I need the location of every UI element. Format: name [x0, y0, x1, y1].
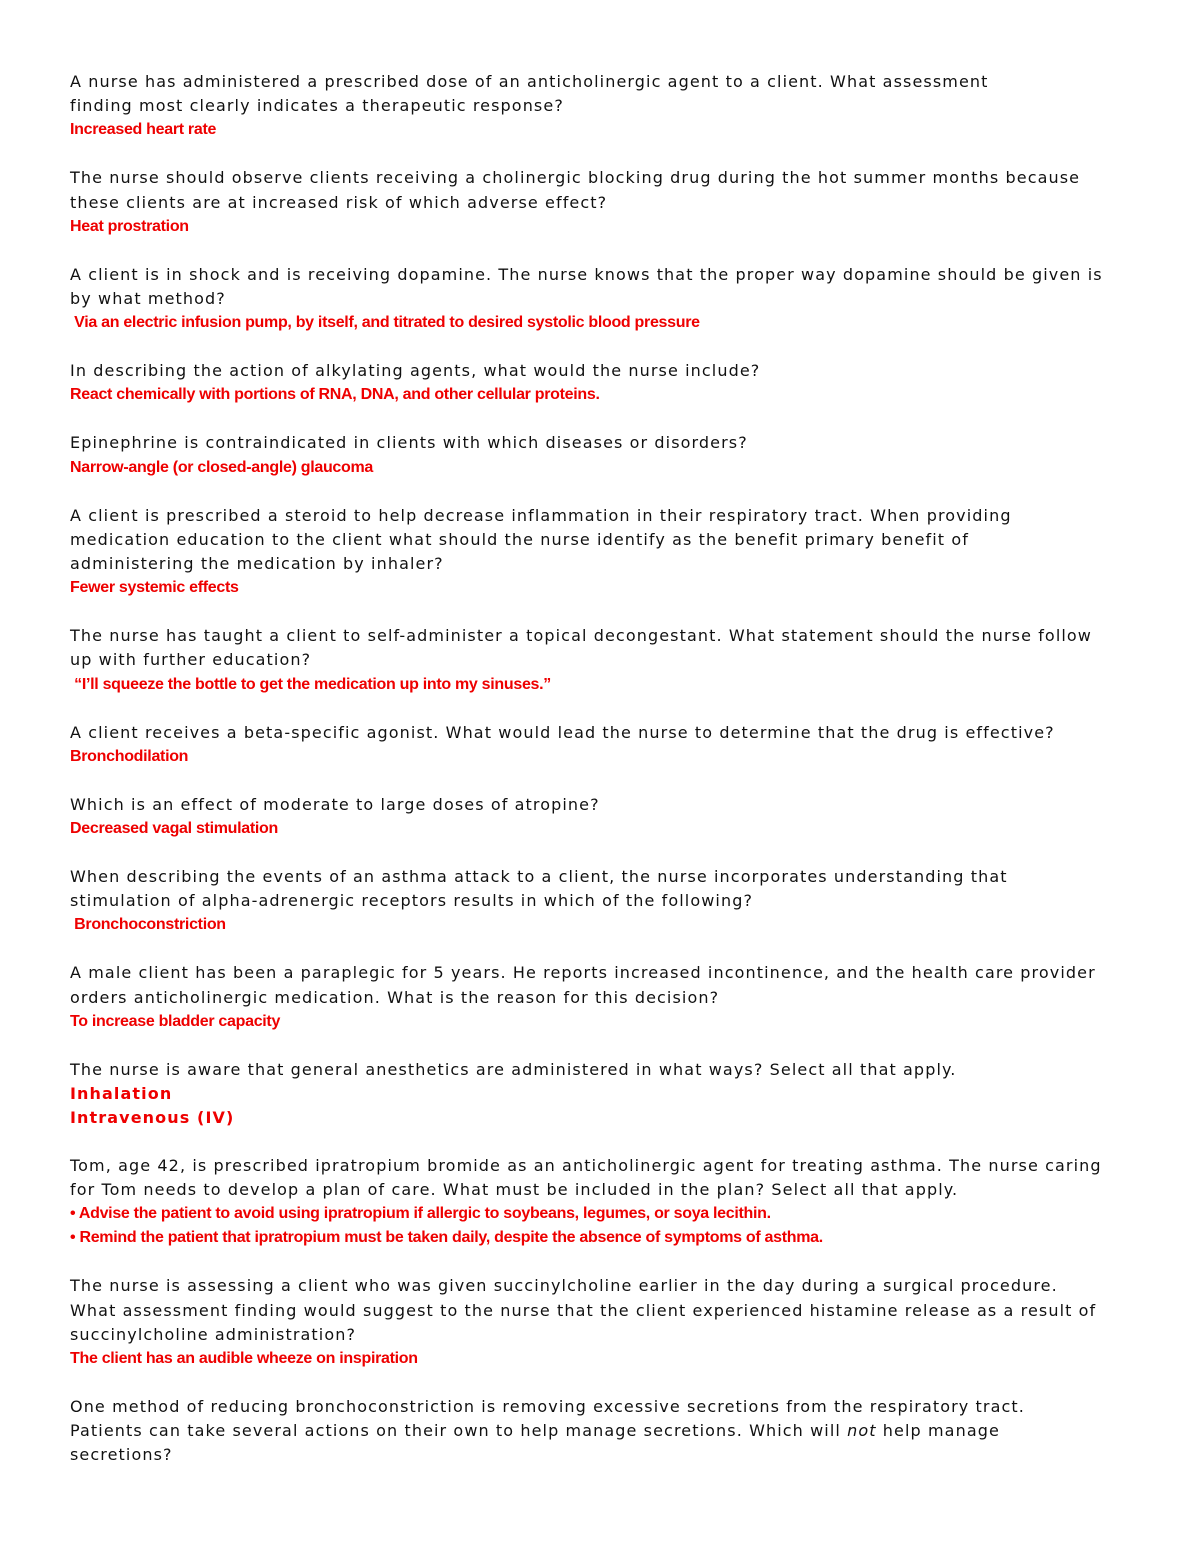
question-text-part: help manage secretions? — [70, 1421, 1000, 1465]
question-block-last — [70, 1395, 1140, 1468]
answer-text: Narrow-angle (or closed-angle) glaucoma — [70, 458, 374, 476]
question-text: When describing the events of an asthma attack to a client, the nurse incorporates understanding that stimulation of alpha-adrenergic receptors results in which of the following? — [70, 867, 1008, 911]
question-block — [70, 431, 1140, 479]
answer-text: React chemically with portions of RNA, DNA, and other cellular proteins. — [70, 386, 600, 404]
question-block — [70, 865, 1140, 937]
answer-text: Increased heart rate — [70, 121, 217, 139]
answer-text: Inhalation — [70, 1084, 173, 1104]
question-text: A client is in shock and is receiving dopamine. The nurse knows that the proper way dopamine should be given is by what method? — [70, 264, 1103, 309]
answer-text: Decreased vagal stimulation — [70, 820, 278, 838]
answer-text: Heat prostration — [70, 217, 189, 235]
answer-text: Fewer systemic effects — [70, 579, 239, 597]
question-text: A client is prescribed a steroid to help decrease inflammation in their respiratory tract. When providing medication education to the client what should the nurse identify as the benefit primary benefit of administering the medication by inhaler? — [70, 505, 1012, 574]
question-list — [70, 70, 1140, 1371]
question-block — [70, 263, 1140, 335]
document-page — [70, 70, 1140, 1492]
question-emphasis: not — [847, 1421, 877, 1441]
question-block — [70, 1058, 1140, 1130]
question-block — [70, 1274, 1140, 1371]
answer-text: Bronchoconstriction — [70, 916, 226, 934]
question-block — [70, 624, 1140, 696]
question-block — [70, 1154, 1140, 1250]
answer-text: • Advise the patient to avoid using ipratropium if allergic to soybeans, legumes, or soya lecithin. — [70, 1205, 771, 1223]
question-text: A male client has been a paraplegic for 5 years. He reports increased incontinence, and the health care provider orders anticholinergic medication. What is the reason for this decision? — [70, 963, 1096, 1007]
question-block — [70, 793, 1140, 841]
question-text: A client receives a beta-specific agonist. What would lead the nurse to determine that the drug is effective? — [70, 722, 1055, 742]
question-text-part: One method of reducing bronchoconstriction is removing excessive secretions from the respiratory tract. Patients can take several actions on their own to help manage secretions. Which will — [70, 1397, 1025, 1441]
answer-text: The client has an audible wheeze on inspiration — [70, 1350, 418, 1368]
question-text: In describing the action of alkylating agents, what would the nurse include? — [70, 361, 761, 381]
question-text: Which is an effect of moderate to large doses of atropine? — [70, 794, 600, 814]
question-text: The nurse has taught a client to self-administer a topical decongestant. What statement should the nurse follow up with further education? — [70, 626, 1092, 670]
question-block — [70, 359, 1140, 407]
answer-text: Bronchodilation — [70, 747, 189, 765]
question-text: The nurse should observe clients receiving a cholinergic blocking drug during the hot summer months because these clients are at increased risk of which adverse effect? — [70, 168, 1081, 212]
question-block — [70, 70, 1140, 142]
question-block — [70, 504, 1140, 601]
answer-text: To increase bladder capacity — [70, 1012, 281, 1030]
answer-text: Intravenous (IV) — [70, 1108, 235, 1128]
question-text: The nurse is aware that general anesthetics are administered in what ways? Select all that apply. — [70, 1059, 957, 1079]
answer-text: • Remind the patient that ipratropium must be taken daily, despite the absence of symptoms of asthma. — [70, 1229, 823, 1247]
answer-text: Via an electric infusion pump, by itself, and titrated to desired systolic blood pressure — [70, 314, 700, 332]
question-text — [70, 1395, 1140, 1468]
question-block — [70, 166, 1140, 238]
question-text: Epinephrine is contraindicated in clients with which diseases or disorders? — [70, 433, 748, 453]
answer-text: “I’ll squeeze the bottle to get the medication up into my sinuses.” — [70, 675, 551, 693]
question-block — [70, 961, 1140, 1033]
question-text: A nurse has administered a prescribed dose of an anticholinergic agent to a client. What assessment finding most clearly indicates a therapeutic response? — [70, 72, 989, 116]
question-text: The nurse is assessing a client who was given succinylcholine earlier in the day during a surgical procedure. What assessment finding would suggest to the nurse that the client experienced histamine release as a result of succinylcholine administration? — [70, 1276, 1097, 1344]
question-text: Tom, age 42, is prescribed ipratropium bromide as an anticholinergic agent for treating asthma. The nurse caring for Tom needs to develop a plan of care. What must be included in the plan? Select all that apply. — [70, 1156, 1102, 1200]
question-block — [70, 721, 1140, 769]
